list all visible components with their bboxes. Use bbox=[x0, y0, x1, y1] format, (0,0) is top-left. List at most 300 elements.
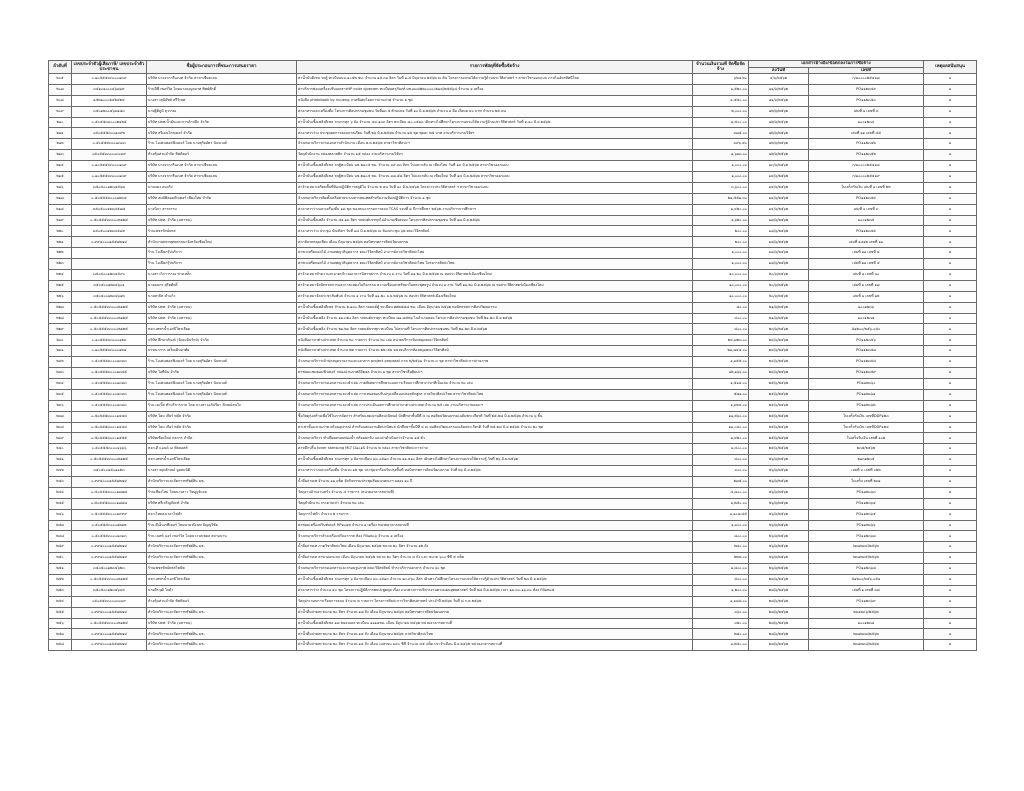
cell-vendor: ร้าน ดีเอ็นเรทีเคอร์ โดยนายวนิเนท ปัญญวิชัย bbox=[147, 520, 297, 531]
cell-vendor: บริษัท ศึกษาภัณฑ์ (วัดดงอินรักษ์) จำกัด bbox=[147, 335, 297, 346]
cell-vendor: บริษัท สวีเดนโกลเดอร์ จำกัด bbox=[147, 128, 297, 139]
cell-seq: ๒๓๔ bbox=[49, 378, 72, 389]
cell-seq: ๒๕๓ bbox=[49, 585, 72, 596]
cell-amount: ๑,๓๒๔.๐๐ bbox=[693, 400, 749, 411]
cell-date: ๑๘/๖/๒๕๖๒ bbox=[749, 259, 809, 270]
cell-tax-id: ๐-๕๐๕๕๕๓๓๐๐๐๒๑๒๕ bbox=[72, 618, 147, 629]
cell-description: ค่าเช่าชั้นแขวนภาพ พร้อมอุปกรณ์ สำหรับแสดงงานศิลปะนิพนธ์ นักศึกษาชั้นปีที่ ๔ ณ หอศิลปวัฒนธรรมเฉลิมพระเกียรติ วันที่ ๒๕-๒๘ มิ.ย.๒๕๖๒ จำนวน ๒๐ ชุด bbox=[297, 422, 693, 433]
cell-date: ๑๔/๖/๒๕๖๒ bbox=[749, 182, 809, 193]
cell-seq: ๒๓๙ bbox=[49, 433, 72, 444]
cell-vendor: ห้างหุ้นส่วนจำกัด ชิตติคอร์ bbox=[147, 150, 297, 161]
cell-description: ค่าน้ำมันเชื้อเพลิงดีเซล ๑๘ ขยอนเลส ทะเบียน ๑๑๑๑ชม. เดือน มิถุนายน ๒๕๖๒ หน่วยอาคารสถานที่ bbox=[297, 618, 693, 629]
cell-number: ๑๐๐๑๒๓๔ bbox=[809, 117, 924, 128]
cell-seq: ๒๐๘ bbox=[49, 95, 72, 106]
cell-tax-id: ๓๕๑๐๑๐๐๐๔๖๗๖๙ bbox=[72, 84, 147, 95]
cell-vendor: ร้าน โอเค่นพอลฟิงเดอร์ โดย นายสุริยอัศว นันทวงศ์ bbox=[147, 389, 297, 400]
cell-reason: ๑ bbox=[924, 270, 977, 281]
cell-number: เล่มที่ ๑ เลขที่ ๑๗ bbox=[809, 280, 924, 291]
cell-date: ๑๘/๖/๒๕๖๒ bbox=[749, 248, 809, 259]
table-row bbox=[49, 531, 977, 542]
cell-date: ๑๘/๖/๒๕๖๒ bbox=[749, 226, 809, 237]
cell-tax-id: ๐-๕๐๕๕๕๓๐๐๐๑๓๑๓ bbox=[72, 531, 147, 542]
cell-reason: ๑ bbox=[924, 466, 977, 477]
cell-tax-id: ๐-๕๐๕๕๕๓๐๐๐๑๕๕๕ bbox=[72, 433, 147, 444]
cell-number: เล่มที่ ๑ เลขที่ ๓๘ bbox=[809, 585, 924, 596]
cell-seq: ๒๑๗ bbox=[49, 193, 72, 204]
cell-amount: ๖๒๔.๒๐ bbox=[693, 74, 749, 85]
cell-date: ๒๗/๖/๒๕๖๒ bbox=[749, 574, 809, 585]
cell-reason: ๑ bbox=[924, 226, 977, 237]
cell-seq: ๒๒๘ bbox=[49, 313, 72, 324]
cell-seq: ๒๒๕ bbox=[49, 280, 72, 291]
cell-description: ค่ากลับรถหลุมเชียง เดือน มิถุนายน ๒๕๖๒ หอนิทรรศการศิลปวัฒนธรรม bbox=[297, 237, 693, 248]
cell-tax-id: ๐-๕๐๕๕๕๓๓๐๐๐๒๑๒๕ bbox=[72, 313, 147, 324]
cell-description: จ้างเหมาบริการถ่ายเอกสารและเข้าเล่ม ภาคพิเศษการศึกษาแผนการเรียนการศึกษาภาษาที่เป็นเล่ม จำนวน ๒๐ เล่ม bbox=[297, 378, 693, 389]
cell-date: ๒๕/๖/๒๕๖๒ bbox=[749, 433, 809, 444]
cell-amount: ๑,๕๐๐.๐๐ bbox=[693, 117, 749, 128]
cell-number: เล่มที่ ๑ เลขที่ ๑๒ bbox=[809, 291, 924, 302]
cell-number: ๒๓๕/๒๕๖๒ bbox=[809, 444, 924, 455]
cell-amount: ๑,๔๒๐.๐๐ bbox=[693, 433, 749, 444]
cell-tax-id: ๐-๕๐๕๕๓๓๐๐๐๒๑๒๕ bbox=[72, 117, 147, 128]
cell-amount: ๓,๖๐๐.๐๐ bbox=[693, 182, 749, 193]
table-row bbox=[49, 161, 977, 172]
cell-tax-id: ๐-๑๐๕๕๕๓๓๐๐๐๑๓๙ bbox=[72, 172, 147, 183]
cell-reason: ๑ bbox=[924, 335, 977, 346]
cell-amount: ๑,๕๑๔.๐๐ bbox=[693, 378, 749, 389]
cell-description: ค่าซ่อมแซมคอมพิวเตอร์ กล่องอ่านภาพดิจิตอล จำนวน ๑ ชุด สาขาวิชาสื่อศิลปะฯ bbox=[297, 368, 693, 379]
cell-reason: ๑ bbox=[924, 378, 977, 389]
cell-number: PO๑๑๒๓๖๕ bbox=[809, 509, 924, 520]
cell-seq: ๒๔๗ bbox=[49, 520, 72, 531]
cell-seq: ๒๐๙ bbox=[49, 106, 72, 117]
cell-number: ๑๐๐๑๒๓๕ bbox=[809, 215, 924, 226]
cell-date: ๒๖/๖/๒๕๖๒ bbox=[749, 531, 809, 542]
cell-seq: ๒๓๖ bbox=[49, 400, 72, 411]
table-row bbox=[49, 357, 977, 368]
cell-number: A๑๒๐๐/๒๕๖-๐๕๑ bbox=[809, 574, 924, 585]
cell-reason: ๑ bbox=[924, 400, 977, 411]
cell-seq: ๒๐๕ bbox=[49, 74, 72, 85]
table-row bbox=[49, 95, 977, 106]
cell-amount: ๒๐๐.๐๐ bbox=[693, 237, 749, 248]
cell-vendor: นางสาววิภาวรรณ ช่างเหล็ก bbox=[147, 270, 297, 281]
table-row bbox=[49, 150, 977, 161]
cell-number: ก/๑๐๐๐๐๒๕๔๑๘ bbox=[809, 161, 924, 172]
cell-vendor: ร้าน โอเค่นพอลฟิงเดอร์ โดย นายสุริยอัศว นันทวงศ์ bbox=[147, 139, 297, 150]
cell-amount: ๒๔,๗๒๓.๐๐ bbox=[693, 335, 749, 346]
cell-number: เล่มที่ ๑ เลขที่ ๓ bbox=[809, 204, 924, 215]
cell-vendor: ร้าน โอเค่นพอลฟิงเดอร์ โดย นายสุริยอัศว นันทวงศ์ bbox=[147, 378, 297, 389]
cell-description: หนังสือภาษาต่างประเทศ จำนวน ๒๐ รายการ จำนวน ๒๐ เล่ม หน่วยบริการห้องสมุดคณะวิจิตรศิลป์ bbox=[297, 335, 693, 346]
cell-description: จ้างเหมาบริการเข้าปกสมุดรายงานและเอกสาร project proposal ภาค ๒/๒๕๖๑ จำนวน ๓ ชุด สาขาวิชาศิลปะการถ่ายภาพ bbox=[297, 357, 693, 368]
cell-tax-id: ๓๕๐๕๐๐๑๒๓๔๖๓๔ bbox=[72, 585, 147, 596]
cell-seq: ๒๔๑ bbox=[49, 455, 72, 466]
cell-number: PO๑๑๒๓๖๔ bbox=[809, 498, 924, 509]
table-row bbox=[49, 193, 977, 204]
cell-number: PO๑๑๒๓๕๘ bbox=[809, 357, 924, 368]
cell-amount: ๕๗๑.๐๐ bbox=[693, 389, 749, 400]
cell-reason: ๑ bbox=[924, 357, 977, 368]
table-row bbox=[49, 335, 977, 346]
cell-date: ๒๖/๖/๒๕๖๒ bbox=[749, 520, 809, 531]
cell-vendor: หจก.เพชรน้ำเอกปิโตรเลียม bbox=[147, 574, 297, 585]
cell-date: ๒๖/๖/๒๕๖๒ bbox=[749, 542, 809, 553]
table-row bbox=[49, 629, 977, 640]
cell-seq: ๒๔๓ bbox=[49, 476, 72, 487]
cell-vendor: บริษัท บางจากกรีนเนท จำกัด สาขาเชียงแสน bbox=[147, 161, 297, 172]
cell-seq: ๒๔๒ bbox=[49, 466, 72, 477]
cell-vendor: บริษัท สมบัติคอมพิวเตอร์ เชียงใหม่ จำกัด bbox=[147, 193, 297, 204]
cell-description: ค่าน้ำมันเชื้อเพลิง จำนวน ๒๑.๒๓ ลิตร รถยนต์บรรทุก ทะเบียน ไปสถานที่ โครงการศิลปกรรมชุมชน วันที่ ๒๑-๒๓ มิ.ย.๒๕๖๒ bbox=[297, 324, 693, 335]
cell-tax-id: ๐๕๐๕๕๓๓๐๐๐๓๐๓๙ bbox=[72, 150, 147, 161]
cell-number: PO๑๑๒๓๕๗ bbox=[809, 346, 924, 357]
cell-seq: ๒๑๕ bbox=[49, 172, 72, 183]
cell-vendor: ร้าน โอเปียกรุ๊ปบริการ bbox=[147, 248, 297, 259]
procurement-table bbox=[48, 60, 977, 651]
cell-date: ๒๘/๖/๒๕๖๒ bbox=[749, 585, 809, 596]
cell-reason: ๑ bbox=[924, 117, 977, 128]
cell-number: PO๑๑๒๓๖๙ bbox=[809, 596, 924, 607]
cell-reason: ๑ bbox=[924, 629, 977, 640]
cell-amount: ๘๐๐.๐๐ bbox=[693, 324, 749, 335]
cell-description: หนังสือ photobook by nuueng ภาคพิเศษโดยการถ่ายภาพ จำนวน ๑ ชุด bbox=[297, 95, 693, 106]
cell-amount: ๑,๐๐๐.๐๐ bbox=[693, 248, 749, 259]
cell-date: ๒๑/๖/๒๕๖๒ bbox=[749, 302, 809, 313]
cell-tax-id: ๐-๙๙๔๐๐๐๑๕๕๑๒๗๔ bbox=[72, 553, 147, 564]
table-row bbox=[49, 553, 977, 564]
cell-amount: ๑๐,๐๐๐.๐๐ bbox=[693, 280, 749, 291]
cell-seq: ๒๔๘ bbox=[49, 531, 72, 542]
cell-tax-id: ๐-๑๐๕๕๕๓๓๐๐๐๑๓๙ bbox=[72, 74, 147, 85]
table-row bbox=[49, 433, 977, 444]
cell-number: A๑๒๐๐/๒๕๖-๐๕๐ bbox=[809, 324, 924, 335]
cell-description: ค่าพวงหรีดดอกไม้ งานศพญาติบุคลากร คณะวิจิตรศิลป์ อาจารย์ภาควิชาศิลปะไทย bbox=[297, 248, 693, 259]
cell-vendor: บริษัท ปตท.น้ำมันและการค้าปลีก จำกัด bbox=[147, 117, 297, 128]
cell-description: ค่าน้ำมันเชื้อเพลิงดีเซล รถตู้ทะเบียน นข-๒๑๐๕ ชม. จำนวน ๓๗.๕๘ ลิตร ไปและกลับ ณ เชียงใหม่ วันที่ ๑๔ มิ.ย.๒๕๖๒ สาขาวิชาออกแบบ bbox=[297, 172, 693, 183]
cell-amount: ๑๒,๑๖๖.๐๐ bbox=[693, 368, 749, 379]
cell-date: ๒๖/๖/๒๕๖๒ bbox=[749, 509, 809, 520]
table-row bbox=[49, 585, 977, 596]
cell-tax-id: ๐-๕๐๕๕๕๓๐๐๐๑๒๑๒ bbox=[72, 520, 147, 531]
cell-description: จ้างเหมาบริการถ่ายเอกสารและเข้าเล่ม การเสนอขอปรับปรุงเปลี่ยนแปลงหลักสูตร ภาควิชาศิลปะไทย สาขาวิชาศิลปะไทย bbox=[297, 389, 693, 400]
cell-reason: ๑ bbox=[924, 74, 977, 85]
cell-amount: ๑,๒๐๐.๐๐ bbox=[693, 585, 749, 596]
table-row bbox=[49, 128, 977, 139]
cell-vendor: นายสาธิต คำแก้ว bbox=[147, 291, 297, 302]
cell-tax-id: ๐-๕๐๕๕๕๓๓๐๐๐๒๑๒๕ bbox=[72, 302, 147, 313]
cell-tax-id: ๐-๕๐๕๕๕๓๐๐๐๑๓๓๓ bbox=[72, 378, 147, 389]
cell-reason: ๑ bbox=[924, 161, 977, 172]
cell-tax-id: ๐-๕๐๕๕๕๓๐๐๐๑๙๙๙ bbox=[72, 509, 147, 520]
cell-reason: ๑ bbox=[924, 585, 977, 596]
cell-date: ๒๘/๖/๒๕๖๒ bbox=[749, 618, 809, 629]
cell-tax-id: ๐-๑๐๕๕๕๓๓๐๐๐๑๒๓ bbox=[72, 335, 147, 346]
cell-number: PO๑๑๒๓๕๒ bbox=[809, 150, 924, 161]
table-row bbox=[49, 607, 977, 618]
cell-date: ๒๖/๖/๒๕๖๒ bbox=[749, 466, 809, 477]
cell-date: ๑๑/๖/๒๕๖๒ bbox=[749, 84, 809, 95]
cell-description: ค่าน้ำมันเชื้อเพลิงดีเซล จำนวน ๒.๑๓๐ ลิตร รถยนต์ตู้ ทะเบียน ศศ๒๕๘๘ ชม. เดือน มิถุนายน ๒๕๖๒ หอนิทรรศการศิลปวัฒนธรรม bbox=[297, 302, 693, 313]
table-row bbox=[49, 215, 977, 226]
cell-amount: ๒๑,๗๔๔.๐๐ bbox=[693, 346, 749, 357]
cell-number: PO๑๑๒๓๖๖ bbox=[809, 520, 924, 531]
cell-tax-id: ๐-๕๐๕๕๕๓๓๐๐๐๒๑๒๕ bbox=[72, 215, 147, 226]
cell-description: น้ำดื่มถ่ายเท ภาควิชาศิลปะไทย เดือน มิถุนายน ๒๕๖๒ ขนาด ๒๐ ลิตร จำนวน ๑๒ ถัง bbox=[297, 542, 693, 553]
cell-number: ๒๓๑๒๓๔/๒๕๖๒ bbox=[809, 542, 924, 553]
cell-seq: ๒๔๕ bbox=[49, 498, 72, 509]
cell-reason: ๑ bbox=[924, 259, 977, 270]
cell-number: เล่มที่ ๓ เลขที่ ๐๒๒ bbox=[809, 466, 924, 477]
cell-seq: ๒๑๒ bbox=[49, 139, 72, 150]
cell-seq: ๒๑๘ bbox=[49, 204, 72, 215]
cell-tax-id bbox=[72, 248, 147, 259]
cell-reason: ๑ bbox=[924, 422, 977, 433]
cell-description: ซื้อวัสดุก่อสร้างเพื่อใช้ในการจัดการ สำหรับแสดงงานศิลปะนิพนธ์ นักศึกษาชั้นปีที่ ๔ ณ หอศิลปวัฒนธรรมเฉลิมพระเกียรติ วันที่ ๒๕-๒๘ มิ.ย.๒๕๖๒ จำนวน ๖ ชิ้น bbox=[297, 411, 693, 422]
cell-date: ๒๔/๖/๒๕๖๒ bbox=[749, 346, 809, 357]
cell-vendor: หจก.เพชรน้ำเอกปิโตรเลียม bbox=[147, 455, 297, 466]
cell-vendor: ร้าน โอเปียกรุ๊ปบริการ bbox=[147, 259, 297, 270]
table-row bbox=[49, 226, 977, 237]
cell-amount: ๓๒๐.๐๐ bbox=[693, 618, 749, 629]
cell-date: ๒๖/๖/๒๕๖๒ bbox=[749, 498, 809, 509]
cell-number: ใบเสร็จรับเงิน เล่มที่ ๑ เลขที่ ๒๒ bbox=[809, 182, 924, 193]
cell-number: ๒๑๓๑๒๓๕ bbox=[809, 455, 924, 466]
cell-tax-id: ๐-๕๐๕๕๕๓๐๐๐๑๒๓๔ bbox=[72, 193, 147, 204]
cell-tax-id: ๐-๙๙๔๐๐๐๑๕๕๑๒๗๔ bbox=[72, 629, 147, 640]
table-row bbox=[49, 444, 977, 455]
cell-description: วัสดุสำนักงาน กล่องพลาสติก จำนวน ๑๕ กล่อง งานบริหารงานวิจัยฯ bbox=[297, 150, 693, 161]
cell-date: ๒๕/๖/๒๕๖๒ bbox=[749, 389, 809, 400]
cell-reason: ๑ bbox=[924, 291, 977, 302]
cell-seq: ๒๔๐ bbox=[49, 444, 72, 455]
cell-amount: ๑,๔๐๐.๐๐ bbox=[693, 444, 749, 455]
cell-reason: ๑ bbox=[924, 520, 977, 531]
cell-number: ก/๑๐๐๐๐๒๕๔๑๙ bbox=[809, 172, 924, 183]
cell-tax-id: ๐-๕๐๕๕๕๓๐๐๐๑๓๓๓ bbox=[72, 389, 147, 400]
cell-number: PO๑๑๒๓๕๓ bbox=[809, 95, 924, 106]
table-row bbox=[49, 346, 977, 357]
table-row bbox=[49, 520, 977, 531]
cell-amount: ๑,๐๐๐.๐๐ bbox=[693, 161, 749, 172]
cell-vendor: ร้านเชียงใหม่ โดยนางสาว วิทอูฐจันจล bbox=[147, 487, 297, 498]
cell-amount: ๑,๑๘๘.๐๐ bbox=[693, 596, 749, 607]
table-row bbox=[49, 487, 977, 498]
table-row bbox=[49, 106, 977, 117]
cell-amount: ๑,๒๕๐.๐๐ bbox=[693, 498, 749, 509]
cell-amount: ๒๘๐.๐๐ bbox=[693, 629, 749, 640]
cell-vendor: นายจีรวุฒิ ใจดำ bbox=[147, 585, 297, 596]
table-header bbox=[49, 61, 977, 74]
cell-seq: ๒๒๗ bbox=[49, 302, 72, 313]
cell-date: ๒๕/๖/๒๕๖๒ bbox=[749, 400, 809, 411]
table-row bbox=[49, 378, 977, 389]
cell-reason: ๑ bbox=[924, 433, 977, 444]
cell-date: ๒๕/๖/๒๕๖๒ bbox=[749, 444, 809, 455]
col-header-amount: จำนวนเงินรวมที่ จัดซื้อจัดจ้าง bbox=[693, 61, 749, 74]
cell-amount: ๒๐๐.๐๐ bbox=[693, 226, 749, 237]
cell-vendor: นายธนกร สุริยศักดิ์ bbox=[147, 280, 297, 291]
cell-reason: ๑ bbox=[924, 128, 977, 139]
cell-date: ๒๖/๖/๒๕๖๒ bbox=[749, 476, 809, 487]
cell-tax-id: ๓๕๐๕๐๐๑๒๓๔๕๙๐ bbox=[72, 270, 147, 281]
cell-amount: ๑,๑๕๕.๐๐ bbox=[693, 357, 749, 368]
cell-vendor: บรรณาการ เคร็ดเดินอาศัย bbox=[147, 346, 297, 357]
cell-number: เล่มที่ ๑๑ เลขที่ ๔๕ bbox=[809, 128, 924, 139]
cell-seq: ๒๒๐ bbox=[49, 226, 72, 237]
cell-vendor: นายแดง สมจริง bbox=[147, 182, 297, 193]
cell-amount: ๓๐๐.๐๐ bbox=[693, 466, 749, 477]
cell-description: จ้างเหมาบริการถ่ายเอกสารและกรอบรูปภาพ คณะวิจิตรศิลป์ ชำระบริการเอกสาร จำนวน ๖๐ ชุด bbox=[297, 564, 693, 575]
cell-seq: ๒๓๑ bbox=[49, 346, 72, 357]
cell-reason: ๑ bbox=[924, 324, 977, 335]
table-row bbox=[49, 422, 977, 433]
cell-date: ๑๒/๖/๒๕๖๒ bbox=[749, 139, 809, 150]
cell-tax-id: ๓๕๐๕๐๐๑๒๓๔๖๒๓ bbox=[72, 564, 147, 575]
cell-vendor: บริษัท ปตท. จำกัด (มหาชน) bbox=[147, 215, 297, 226]
cell-reason: ๑ bbox=[924, 531, 977, 542]
cell-number: ใบเสร็จรับเงิน เลขที่DDP๑๒๓ bbox=[809, 411, 924, 422]
cell-vendor: ร้าน เมเปิ้ล ทำบริการกาบ โดย นางสาวอภิปรียา ลักษณ์สนใจ bbox=[147, 400, 297, 411]
cell-vendor: บริษัท บางจากกรีนเนท จำกัด สาขาเชียงแสน bbox=[147, 172, 297, 183]
cell-reason: ๑ bbox=[924, 313, 977, 324]
cell-tax-id: ๐-๕๐๕๕๕๓๐๐๐๑๔๔๔ bbox=[72, 422, 147, 433]
cell-date: ๒๘/๖/๒๕๖๒ bbox=[749, 640, 809, 651]
cell-vendor: บริษัท ไอทีมัน จำกัด bbox=[147, 368, 297, 379]
cell-number: เล่มที่ ๑๑ เลขที่ ๕ bbox=[809, 259, 924, 270]
cell-reason: ๑ bbox=[924, 193, 977, 204]
cell-tax-id: ๓๕๐๕๐๐๑๒๓๔๕๘๙ bbox=[72, 226, 147, 237]
col-header-date: ลงวันที่ bbox=[749, 67, 809, 74]
cell-date: ๒๐/๖/๒๕๖๒ bbox=[749, 280, 809, 291]
cell-seq: ๒๕๖ bbox=[49, 618, 72, 629]
cell-amount: ๑,๐๐๐.๐๐ bbox=[693, 259, 749, 270]
col-header-seq: ลำดับที่ bbox=[49, 61, 72, 74]
cell-amount: ๒๑,๕๕๑.๓๐ bbox=[693, 193, 749, 204]
cell-amount: ๔๐๐.๐๐ bbox=[693, 455, 749, 466]
table-row bbox=[49, 368, 977, 379]
cell-number: PO๑๑๒๓๕๔ bbox=[809, 193, 924, 204]
cell-seq: ๒๕๐ bbox=[49, 553, 72, 564]
cell-seq: ๒๒๙ bbox=[49, 324, 72, 335]
cell-description: ค่าน้ำมันดีเซล รถตู้ ทะเบียนนม-๑๐๕๒ ชม. จำนวน ๑๕.๓๑ ลิตร วันที่ ๑-๕ มิถุนายน ๒๕๖๒ ณ ค้น โครงการอบรมให้ความรู้ด้านประวัติศาสตร์ ฯ สาขาวิชาออกแบบ ภาษไนอัตรทัศนีใหม่ bbox=[297, 74, 693, 85]
col-header-description: รายการพัสดุที่จัดซื้อจัดจ้าง bbox=[297, 61, 693, 74]
table-body bbox=[49, 74, 977, 651]
cell-seq: ๒๒๒ bbox=[49, 248, 72, 259]
cell-date: ๑๔/๖/๒๕๖๒ bbox=[749, 193, 809, 204]
cell-date: ๑๒/๖/๒๕๖๒ bbox=[749, 150, 809, 161]
cell-reason: ๑ bbox=[924, 346, 977, 357]
cell-tax-id: ๐-๑๐๕๕๕๓๓๐๐๐๑๒๔ bbox=[72, 346, 147, 357]
cell-vendor: ร้านเพชรรัตน์พรส bbox=[147, 226, 297, 237]
cell-date: ๒๐/๖/๒๕๖๒ bbox=[749, 270, 809, 281]
cell-number: PO๑๑๒๓๖๒ bbox=[809, 400, 924, 411]
cell-tax-id: ๓๕๐๑๒๐๐๔๖๓๑๘๓ bbox=[72, 106, 147, 117]
cell-seq: ๒๔๔ bbox=[49, 487, 72, 498]
cell-vendor: นางสาวสุนิษัทย์ ศรีวิเชศ bbox=[147, 95, 297, 106]
cell-description: วัสดุงานบ้านงานครัว จำนวน ๔ รายการ (หน่วยอาคารสถานที่) bbox=[297, 487, 693, 498]
cell-number: ๑๐๐๑๒๓๘ bbox=[809, 618, 924, 629]
cell-description: ค่าอาหารว่าง จำนวน ๔๐ ชุด โครงการปฏิบัติการพบปะพูดคุย เรื่อง แนวทางการบริหารงานตามแผนยุทธศาสตร์ วันที่ ๒๘ มิ.ย.๒๕๖๒ เวลา ๑๓.๓๐-๑๖.๓๐ ห้อง FB๑๒๐๕ bbox=[297, 585, 693, 596]
table-row bbox=[49, 618, 977, 629]
cell-date: ๒๐/๖/๒๕๖๒ bbox=[749, 291, 809, 302]
cell-seq: ๒๑๐ bbox=[49, 117, 72, 128]
cell-reason: ๑ bbox=[924, 368, 977, 379]
cell-tax-id: ๐-๕๐๕๕๕๓๐๐๑๓๓๓ bbox=[72, 139, 147, 150]
cell-date: ๒๕/๖/๒๕๖๒ bbox=[749, 411, 809, 422]
table-row bbox=[49, 389, 977, 400]
cell-date: ๔/๖/๒๕๖๒ bbox=[749, 74, 809, 85]
cell-description: ค่าบริการซ่อมเครื่องปรับเอกสารHP color cjpecam ทะเบียนครุภัณฑ์ มช.๗๐๘๒๒๐๐๐๐๐๒๑๔/๒๕๕๖๘ จำนวน ๑ เครื่อง bbox=[297, 84, 693, 95]
cell-vendor: ร้าน เบสท์ แอร์ เซอร์วิส โดยนางวลเพยล สยามบาน bbox=[147, 531, 297, 542]
cell-date: ๒๘/๖/๒๕๖๒ bbox=[749, 629, 809, 640]
cell-reason: ๑ bbox=[924, 476, 977, 487]
cell-number: PO๑๑๒๓๖๑ bbox=[809, 389, 924, 400]
cell-number: PO๑๑๒๓๖๐ bbox=[809, 378, 924, 389]
cell-description: ค่าน้ำมันเชื้อเพลิงดีเซล รถบรรทุก ๖ ล้อ จำนวน ๔๔.๑๓๓ ลิตร ทะเบียน ๘๐-๐๕๑๓ เดินทางไปศึกษาโครงการอบรมให้ความรู้ด้านประวัติศาสตร์ วันที่ ๑-๑๐ มิ.ย.๒๕๖๒ bbox=[297, 117, 693, 128]
cell-number: ๒๓๑๒๓๕/๒๕๖๒ bbox=[809, 553, 924, 564]
cell-amount: ๒๔๐.๐๐ bbox=[693, 542, 749, 553]
cell-seq: ๒๕๕ bbox=[49, 607, 72, 618]
table-row bbox=[49, 542, 977, 553]
cell-number: PO๑๑๒๓๖๓ bbox=[809, 487, 924, 498]
cell-vendor: บริษัทเชียงใหม่ กลการ จำกัด bbox=[147, 433, 297, 444]
cell-date: ๑๗/๖/๒๕๖๒ bbox=[749, 215, 809, 226]
cell-date: ๒๘/๖/๒๕๖๒ bbox=[749, 607, 809, 618]
table-row bbox=[49, 313, 977, 324]
cell-vendor: ห้างหุ้นส่วนจำกัด ชิตติคอร์ bbox=[147, 596, 297, 607]
cell-date: ๑๓/๖/๒๕๖๒ bbox=[749, 161, 809, 172]
table-row bbox=[49, 204, 977, 215]
table-row bbox=[49, 291, 977, 302]
table-row bbox=[49, 237, 977, 248]
cell-date: ๑๘/๖/๒๕๖๒ bbox=[749, 237, 809, 248]
cell-seq: ๒๕๑ bbox=[49, 564, 72, 575]
cell-description: ค่าน้ำดื่มถ่ายเท ขนาด ๒๐ ลิตร จำนวน ๑๘ ถัง เดือน มิถุนายน ๒๕๖๒ หอนิทรรศการศิลปวัฒนธรรม bbox=[297, 607, 693, 618]
table-row bbox=[49, 466, 977, 477]
cell-reason: ๑ bbox=[924, 574, 977, 585]
col-header-vendor: ชื่อผู้ประกอบการที่ชนะการเสนอราคา bbox=[147, 61, 297, 74]
table-row bbox=[49, 498, 977, 509]
table-row bbox=[49, 455, 977, 466]
cell-number: ใบเสร็จ เลขที่ ๒๓๑ bbox=[809, 476, 924, 487]
cell-reason: ๑ bbox=[924, 204, 977, 215]
cell-date: ๒๘/๖/๒๕๖๒ bbox=[749, 596, 809, 607]
cell-description: วัสดุประกอบการเรียนการสอน จำนวน ๒ รายการ โครงการศิลปะการวิชาศิลปศาสตร์ ประจำปี ๒๕๖๒ วันที่ ๘ ก.ค.๒๕๖๒ bbox=[297, 596, 693, 607]
cell-vendor: บริษัท ศรีเจริญภัณฑ์ จำกัด bbox=[147, 498, 297, 509]
cell-reason: ๑ bbox=[924, 607, 977, 618]
cell-seq: ๒๓๓ bbox=[49, 368, 72, 379]
cell-description: จ้างเหมาบริการ ทำเฟืองครอบฟองน้ำ พร้อมยกรับ และค่าดำเนินการจำนวน ๑๕ ตัว bbox=[297, 433, 693, 444]
cell-seq: ๒๓๕ bbox=[49, 389, 72, 400]
col-header-tax-id: เลขประจำตัวผู้เสียภาษี/ เลขประจำตัวประชาชน bbox=[72, 61, 147, 74]
cell-amount: ๒๒๘.๐๐ bbox=[693, 553, 749, 564]
cell-number: ใบเสร็จรับเงิน เลขที่ ๑๐๒ bbox=[809, 433, 924, 444]
cell-description: จ้างเหมาบริการถ่ายเอกสารและเข้าเล่ม การประเมินผลการศึกษาภาษาต่างประเทศ จำนวน ๒๕ เล่ม งานบริหารงานคณะฯ bbox=[297, 400, 693, 411]
table-row bbox=[49, 139, 977, 150]
table-row bbox=[49, 117, 977, 128]
cell-amount: ๑,๖๑๓.๐๐ bbox=[693, 150, 749, 161]
cell-number: PO๑๑๒๓๖๗ bbox=[809, 531, 924, 542]
table-row bbox=[49, 248, 977, 259]
cell-vendor: สำนักบริการและจัดการทรัพย์สิน มช. bbox=[147, 542, 297, 553]
cell-reason: ๑ bbox=[924, 640, 977, 651]
cell-vendor: นางนิภา สารธรรม bbox=[147, 204, 297, 215]
cell-number: เล่มที่ ๑ เลขที่ ๑๐ bbox=[809, 270, 924, 281]
cell-number: ๒๓๑๒๓๖/๒๕๖๒ bbox=[809, 607, 924, 618]
table-row bbox=[49, 596, 977, 607]
cell-amount: ๔๐๐.๐๐ bbox=[693, 313, 749, 324]
